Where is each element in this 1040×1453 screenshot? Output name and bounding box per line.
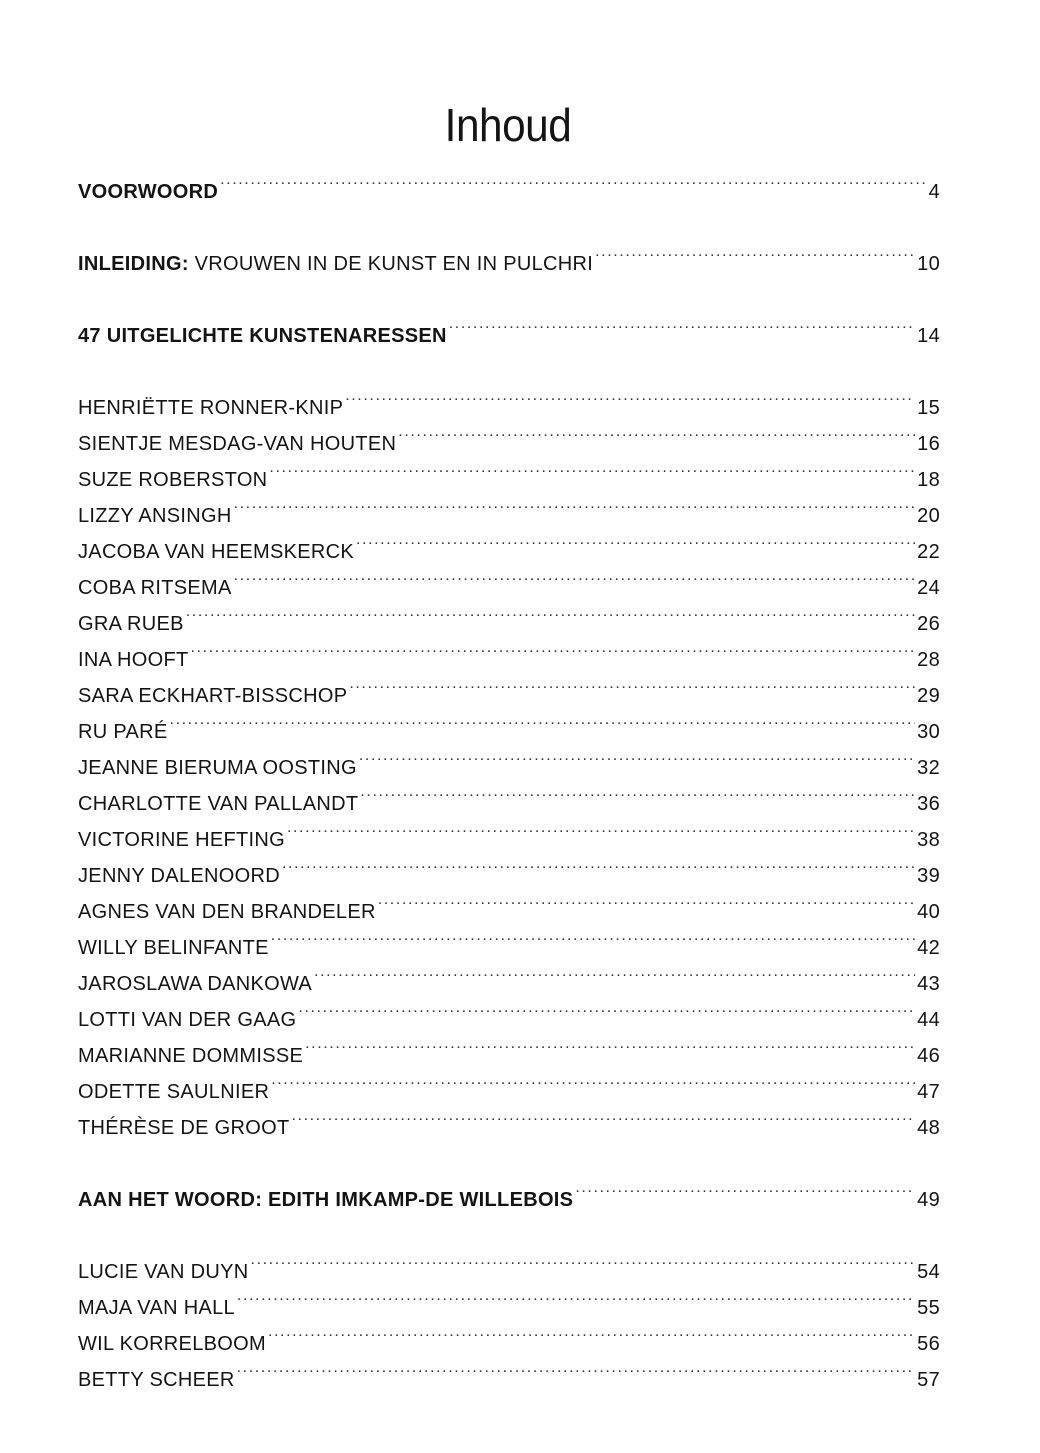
toc-entry-title-text: WILLY BELINFANTE xyxy=(78,937,269,959)
toc-entry-title-text: AAN HET WOORD: EDITH IMKAMP-DE WILLEBOIS xyxy=(78,1189,574,1211)
toc-page-number: 43 xyxy=(917,973,940,995)
dot-leader xyxy=(190,630,915,666)
toc-entry-title xyxy=(78,1074,269,1110)
dot-leader xyxy=(360,774,915,810)
toc-page-number: 26 xyxy=(917,613,940,635)
toc-entry xyxy=(78,378,940,419)
toc-page-number: 14 xyxy=(917,325,940,347)
dot-leader xyxy=(305,1026,915,1062)
toc-entry-title xyxy=(78,858,280,894)
toc-entry-title-text: LIZZY ANSINGH xyxy=(78,505,232,527)
dot-leader xyxy=(292,1098,916,1134)
toc-entry xyxy=(78,666,940,707)
toc-page-number: 54 xyxy=(917,1261,940,1283)
toc-entry-title xyxy=(78,1110,290,1146)
toc-page-number: 30 xyxy=(917,721,940,743)
toc-entry-title-text: ODETTE SAULNIER xyxy=(78,1081,270,1103)
dot-leader xyxy=(595,234,915,270)
dot-leader xyxy=(282,846,915,882)
toc-entry xyxy=(78,1242,940,1283)
dot-leader xyxy=(268,1314,915,1350)
toc-entry-title xyxy=(78,1038,303,1074)
toc-page-number: 20 xyxy=(917,505,940,527)
toc-entry-title-text: HENRIËTTE RONNER-KNIP xyxy=(78,397,344,419)
dot-leader xyxy=(314,954,915,990)
toc-entry xyxy=(78,1170,940,1211)
toc-entry-title-text: VOORWOORD xyxy=(78,181,219,203)
dot-leader xyxy=(349,666,915,702)
toc-entry-title-text: AGNES VAN DEN BRANDELER xyxy=(78,901,376,923)
toc-entry-title xyxy=(78,822,285,858)
toc-entry-title xyxy=(78,318,447,354)
toc-entry-title xyxy=(78,1254,249,1290)
toc-page-number: 57 xyxy=(917,1369,940,1391)
dot-leader xyxy=(575,1170,915,1206)
toc-entry-title-text: SIENTJE MESDAG-VAN HOUTEN xyxy=(78,433,397,455)
toc-entry-title xyxy=(78,498,232,534)
dot-leader xyxy=(271,918,915,954)
dot-leader xyxy=(269,450,915,486)
toc-page-number: 16 xyxy=(917,433,940,455)
toc-page-number: 15 xyxy=(917,397,940,419)
toc-page-number: 36 xyxy=(917,793,940,815)
dot-leader xyxy=(237,1278,915,1314)
toc-page-number: 40 xyxy=(917,901,940,923)
toc-entry-title xyxy=(78,390,343,426)
toc-entry xyxy=(78,594,940,635)
dot-leader xyxy=(251,1242,916,1278)
toc-entry-title xyxy=(78,246,593,282)
toc-entry xyxy=(78,162,940,203)
dot-leader xyxy=(345,378,915,414)
dot-leader xyxy=(449,306,915,342)
dot-leader xyxy=(398,414,915,450)
toc-entry-title-text: JEANNE BIERUMA OOSTING xyxy=(78,757,357,779)
table-of-contents xyxy=(78,162,940,1391)
toc-entry xyxy=(78,306,940,347)
dot-leader xyxy=(356,522,915,558)
toc-entry-title xyxy=(78,174,218,210)
toc-page-number: 28 xyxy=(917,649,940,671)
toc-entry-title-text: BETTY SCHEER xyxy=(78,1369,235,1391)
toc-page-number: 39 xyxy=(917,865,940,887)
dot-leader xyxy=(170,702,916,738)
toc-entry-title-text: SARA ECKHART-BISSCHOP xyxy=(78,685,348,707)
toc-page-number: 47 xyxy=(917,1081,940,1103)
toc-entry-title-text: JENNY DALENOORD xyxy=(78,865,280,887)
toc-page-number: 44 xyxy=(917,1009,940,1031)
toc-entry-title-text: COBA RITSEMA xyxy=(78,577,232,599)
toc-entry-title-text: INLEIDING: xyxy=(78,253,189,275)
toc-page-number: 24 xyxy=(917,577,940,599)
toc-entry-title xyxy=(78,930,269,966)
toc-page-number: 4 xyxy=(928,181,940,203)
toc-page-number: 29 xyxy=(917,685,940,707)
toc-entry xyxy=(78,702,940,743)
dot-leader xyxy=(234,558,916,594)
toc-page-number: 32 xyxy=(917,757,940,779)
toc-page-number: 42 xyxy=(917,937,940,959)
toc-entry-title-text: VICTORINE HEFTING xyxy=(78,829,285,851)
dot-leader xyxy=(287,810,915,846)
toc-entry-title-text: JAROSLAWA DANKOWA xyxy=(78,973,313,995)
toc-entry-title xyxy=(78,642,188,678)
dot-leader xyxy=(186,594,915,630)
toc-entry xyxy=(78,630,940,671)
toc-entry-title-text: SUZE ROBERSTON xyxy=(78,469,268,491)
dot-leader xyxy=(237,1350,916,1386)
toc-entry xyxy=(78,234,940,275)
page-title: Inhoud xyxy=(444,98,572,151)
toc-entry-title xyxy=(78,606,184,642)
toc-entry-subtitle: VROUWEN IN DE KUNST EN IN PULCHRI xyxy=(188,253,594,275)
toc-entry-title-text: 47 UITGELICHTE KUNSTENARESSEN xyxy=(78,325,447,347)
toc-entry-title-text: CHARLOTTE VAN PALLANDT xyxy=(78,793,359,815)
toc-entry-title xyxy=(78,1362,235,1398)
toc-entry-title xyxy=(78,966,312,1002)
dot-leader xyxy=(359,738,915,774)
toc-page-number: 22 xyxy=(917,541,940,563)
toc-entry-title-text: JACOBA VAN HEEMSKERCK xyxy=(78,541,354,563)
toc-entry-title xyxy=(78,1182,573,1218)
toc-page-number: 18 xyxy=(917,469,940,491)
toc-entry-title-text: RU PARÉ xyxy=(78,721,168,743)
toc-entry-title-text: MAJA VAN HALL xyxy=(78,1297,235,1319)
toc-page-number: 55 xyxy=(917,1297,940,1319)
toc-entry-title-text: MARIANNE DOMMISSE xyxy=(78,1045,304,1067)
toc-page-number: 10 xyxy=(917,253,940,275)
dot-leader xyxy=(378,882,915,918)
dot-leader xyxy=(298,990,915,1026)
toc-entry-title xyxy=(78,1002,296,1038)
toc-entry-title-text: WIL KORRELBOOM xyxy=(78,1333,266,1355)
toc-entry-title-text: INA HOOFT xyxy=(78,649,189,671)
toc-entry-title-text: THÉRÈSE DE GROOT xyxy=(78,1117,290,1139)
toc-entry-title xyxy=(78,750,357,786)
toc-page-number: 38 xyxy=(917,829,940,851)
dot-leader xyxy=(220,162,926,198)
toc-page-number: 49 xyxy=(917,1189,940,1211)
toc-page-number: 56 xyxy=(917,1333,940,1355)
toc-entry-title-text: GRA RUEB xyxy=(78,613,184,635)
dot-leader xyxy=(271,1062,915,1098)
toc-entry-title xyxy=(78,1290,235,1326)
dot-leader xyxy=(234,486,916,522)
toc-entry xyxy=(78,738,940,779)
toc-entry-title-text: LOTTI VAN DER GAAG xyxy=(78,1009,297,1031)
toc-entry-title xyxy=(78,714,168,750)
toc-page-number: 46 xyxy=(917,1045,940,1067)
toc-page-number: 48 xyxy=(917,1117,940,1139)
toc-entry-title-text: LUCIE VAN DUYN xyxy=(78,1261,249,1283)
